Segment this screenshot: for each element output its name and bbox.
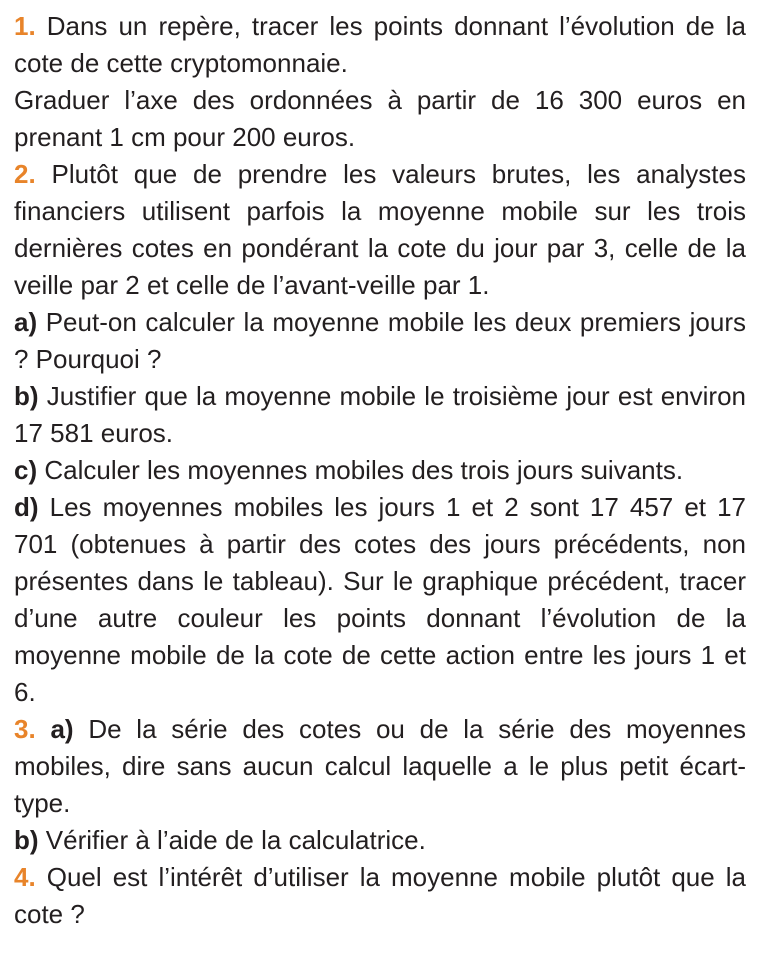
question-2b <box>14 378 746 452</box>
question-number: 2. <box>14 159 36 189</box>
question-4 <box>14 859 746 933</box>
question-3a <box>14 711 746 822</box>
question-text: Calculer les moyennes mobiles des trois jours suivants. <box>44 455 684 485</box>
question-text: Vérifier à l’aide de la calculatrice. <box>45 825 426 855</box>
question-3b <box>14 822 746 859</box>
question-2 <box>14 156 746 304</box>
question-1-instruction <box>14 82 746 156</box>
question-text: Justifier que la moyenne mobile le troisième jour est environ 17 581 euros. <box>14 381 746 448</box>
question-text: Quel est l’intérêt d’utiliser la moyenne mobile plutôt que la cote ? <box>14 862 746 929</box>
question-2d <box>14 489 746 711</box>
question-1 <box>14 8 746 82</box>
question-text: De la série des cotes ou de la série des moyennes mobiles, dire sans aucun calcul laquelle a le plus petit écart-type. <box>14 714 746 818</box>
question-2a <box>14 304 746 378</box>
question-text: Les moyennes mobiles les jours 1 et 2 sont 17 457 et 17 701 (obtenues à partir des cotes des jours précédents, non présentes dans le tableau). Sur le graphique précédent, tracer d’une autre couleur les points donnant l’évolution de la moyenne mobile de la cote de cette action entre les jours 1 et 6. <box>14 492 746 707</box>
question-number: 3. <box>14 714 36 744</box>
subquestion-label: b) <box>14 381 39 411</box>
subquestion-label: d) <box>14 492 39 522</box>
question-number: 1. <box>14 11 36 41</box>
question-text: Dans un repère, tracer les points donnant l’évolution de la cote de cette cryptomonnaie. <box>14 11 746 78</box>
question-number: 4. <box>14 862 36 892</box>
subquestion-label: b) <box>14 825 39 855</box>
subquestion-label: c) <box>14 455 38 485</box>
question-text: Peut-on calculer la moyenne mobile les deux premiers jours ? Pourquoi ? <box>14 307 746 374</box>
question-text: Plutôt que de prendre les valeurs brutes, les analystes financiers utilisent parfois la moyenne mobile sur les trois dernières cotes en pondérant la cote du jour par 3, celle de la veille par 2 et celle de l’avant-veille par 1. <box>14 159 746 300</box>
subquestion-label: a) <box>50 714 74 744</box>
question-text: Graduer l’axe des ordonnées à partir de 16 300 euros en prenant 1 cm pour 200 euros. <box>14 85 746 152</box>
subquestion-label: a) <box>14 307 38 337</box>
question-2c <box>14 452 746 489</box>
